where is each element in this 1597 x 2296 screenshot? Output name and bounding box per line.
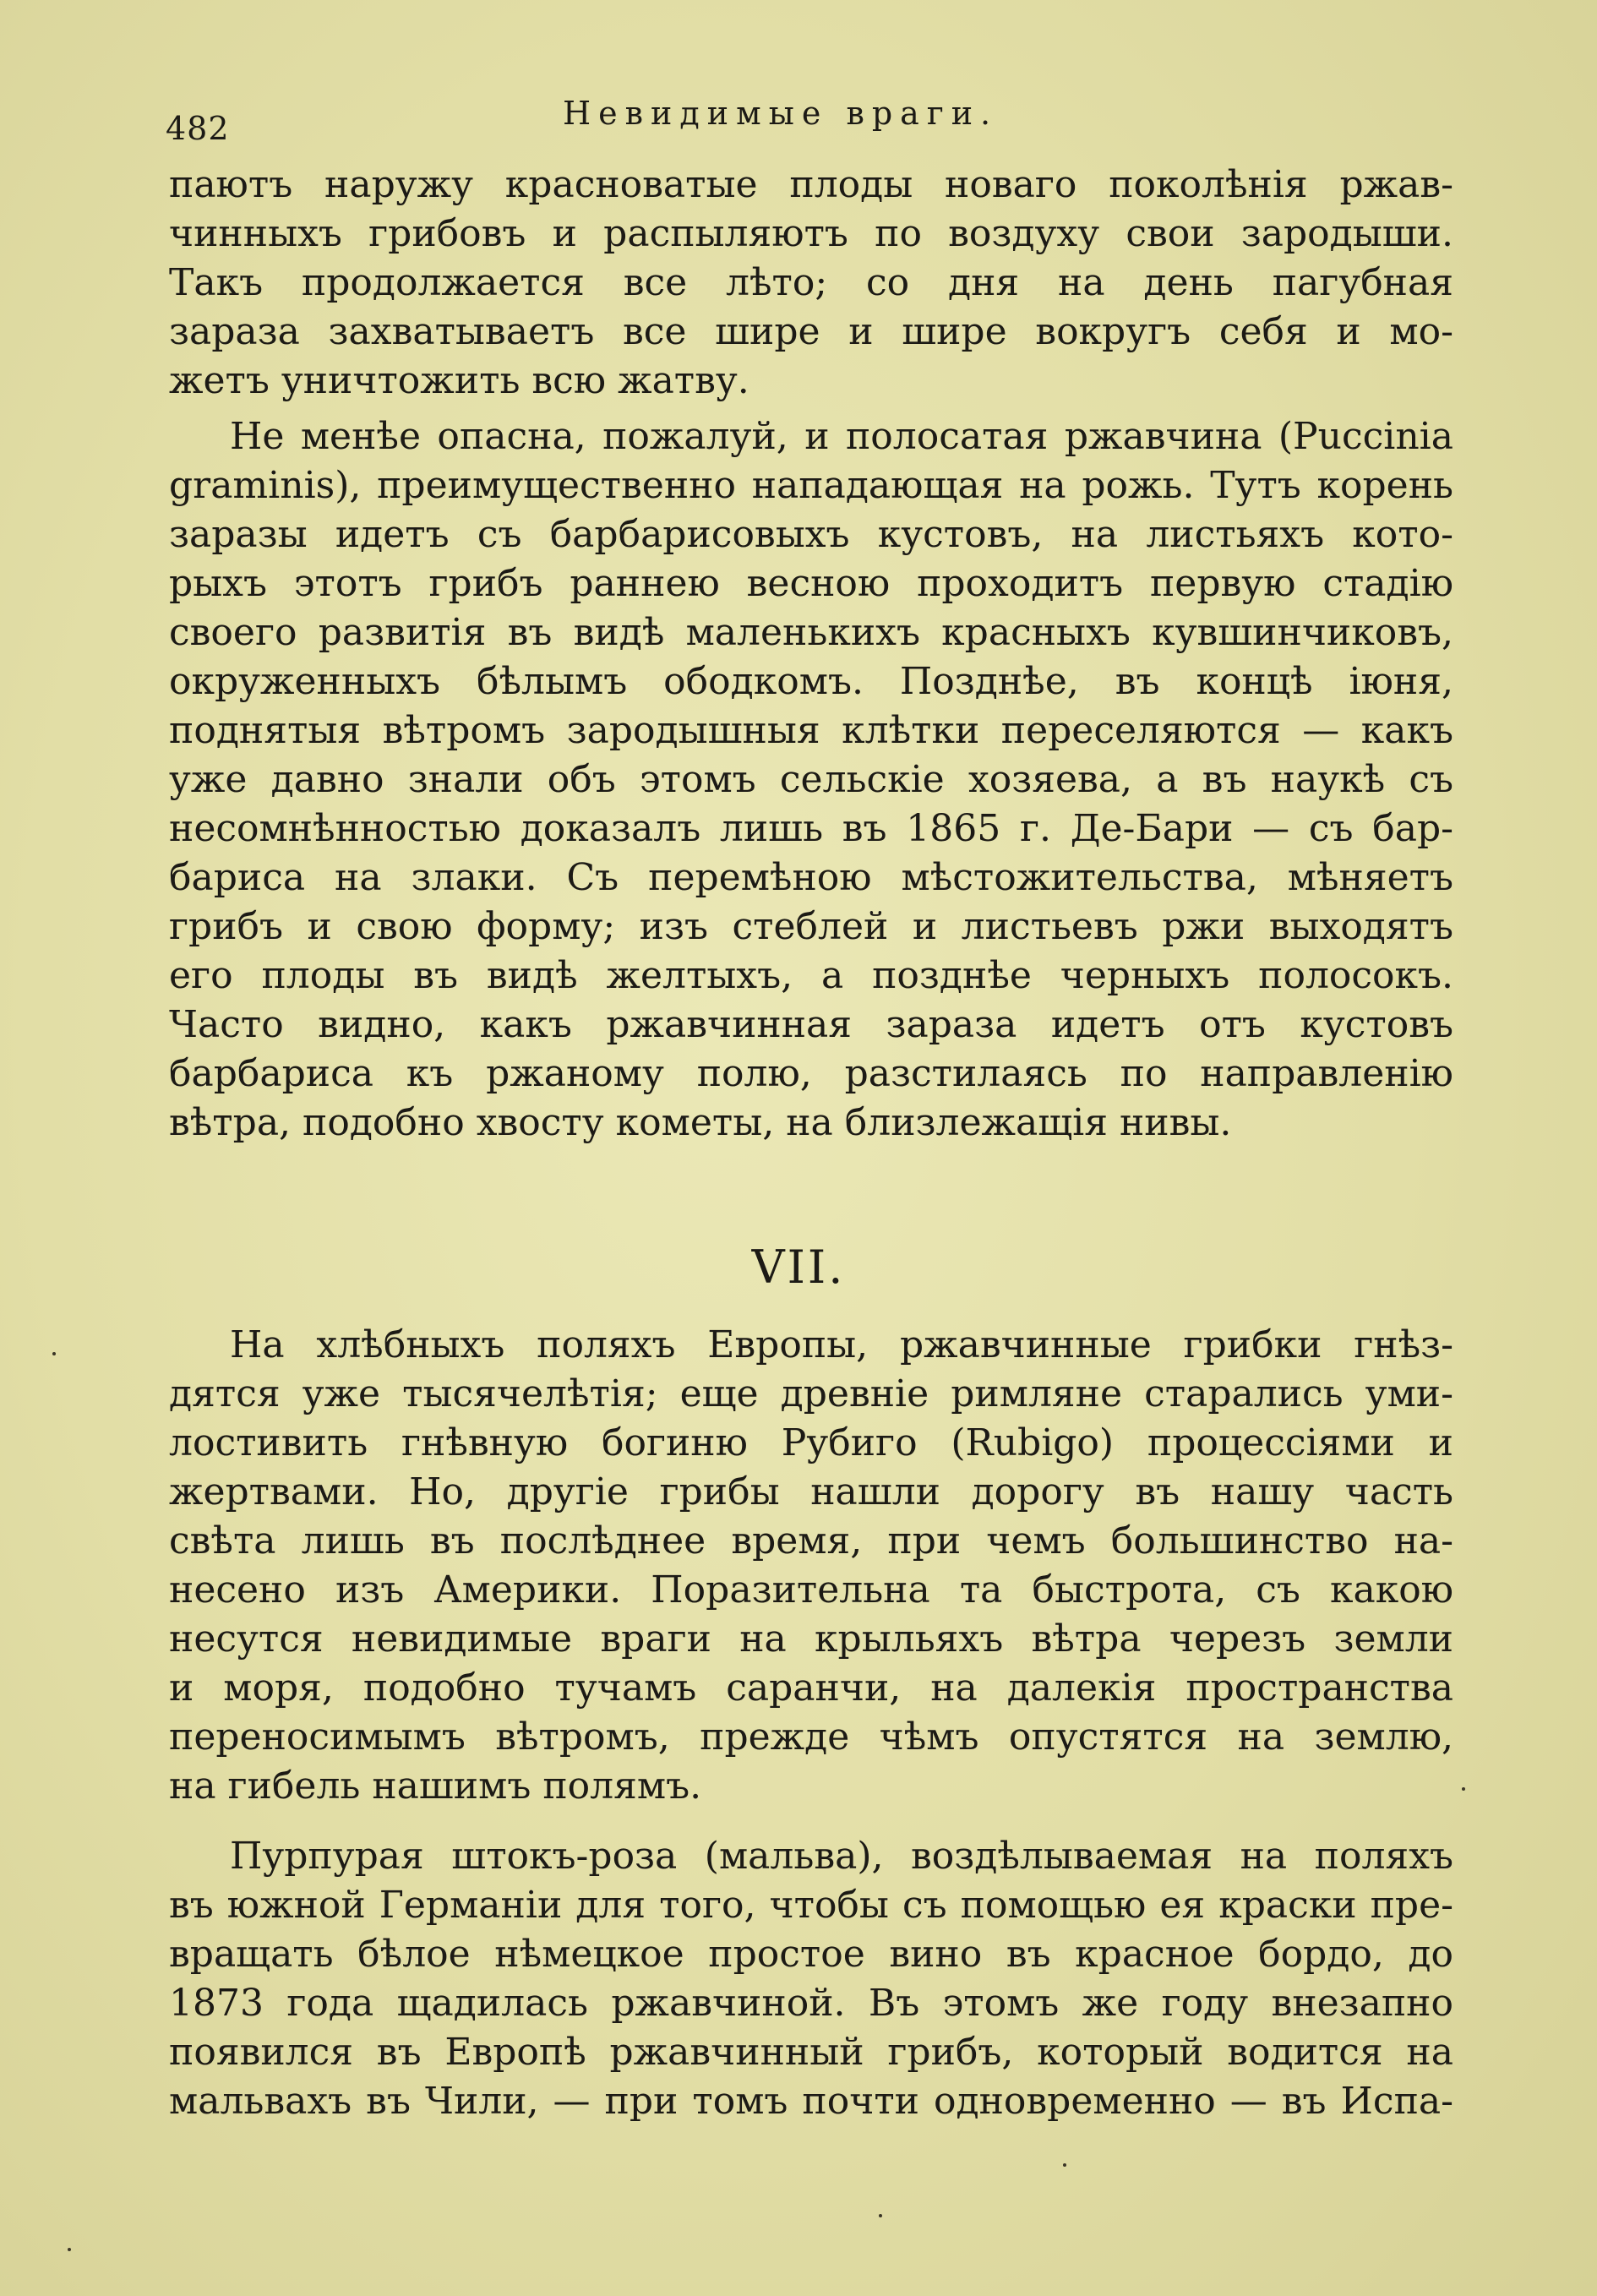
running-head (166, 91, 1450, 147)
text-line: своего развитія въ видѣ маленькихъ красныхъ кувшинчиковъ, (169, 611, 1453, 654)
text-line: появился въ Европѣ ржавчинный грибъ, который водится на (169, 2031, 1453, 2074)
text-line: рыхъ этотъ грибъ раннею весною проходитъ первую стадію (169, 562, 1453, 605)
text-line: несомнѣнностью доказалъ лишь въ 1865 г. Де-Бари — съ бар- (169, 807, 1453, 850)
text-line: заразы идетъ съ барбарисовыхъ кустовъ, на листьяхъ кото- (169, 513, 1453, 556)
text-line: на гибель нашимъ полямъ. (169, 1764, 702, 1808)
text-line: поднятыя вѣтромъ зародышныя клѣтки переселяются — какъ (169, 709, 1453, 752)
section-number: VII. (751, 1241, 846, 1294)
text-line: грибъ и свою форму; изъ стеблей и листьевъ ржи выходятъ (169, 905, 1453, 948)
text-line: дятся уже тысячелѣтія; еще древніе римляне старались уми- (169, 1372, 1453, 1415)
text-line: Часто видно, какъ ржавчинная зараза идетъ отъ кустовъ (169, 1003, 1453, 1046)
paragraph-europe-fields (169, 1321, 1453, 1811)
text-line: переносимымъ вѣтромъ, прежде чѣмъ опустятся на землю, (169, 1715, 1453, 1759)
paper-speck (1462, 1787, 1465, 1791)
running-title: Невидимые враги. (563, 95, 999, 132)
text-line: вѣтра, подобно хвосту кометы, на близлежащія нивы. (169, 1101, 1232, 1144)
text-line: Пурпурая штокъ-роза (мальва), воздѣлываемая на поляхъ (230, 1835, 1453, 1878)
paper-speck (68, 2248, 71, 2251)
paper-speck (52, 1352, 56, 1355)
text-line: окруженныхъ бѣлымъ ободкомъ. Позднѣе, въ концѣ іюня, (169, 660, 1453, 703)
text-line: несутся невидимые враги на крыльяхъ вѣтра черезъ земли (169, 1617, 1453, 1661)
text-line: жетъ уничтожить всю жатву. (169, 359, 749, 402)
paper-speck (1063, 2163, 1066, 2167)
text-line: Не менѣе опасна, пожалуй, и полосатая ржавчина (Puccinia (230, 415, 1453, 458)
text-line: лостивить гнѣвную богиню Рубиго (Rubigo) процессіями и (169, 1421, 1453, 1464)
text-line: мальвахъ въ Чили, — при томъ почти одновременно — въ Испа- (169, 2080, 1453, 2123)
text-line: барбариса къ ржаному полю, разстилаясь по направленію (169, 1052, 1453, 1095)
page-number: 482 (166, 110, 230, 147)
paper-speck (879, 2214, 882, 2217)
text-line: его плоды въ видѣ желтыхъ, а позднѣе черныхъ полосокъ. (169, 954, 1453, 997)
text-line: и моря, подобно тучамъ саранчи, на далекія пространства (169, 1666, 1453, 1710)
paragraph-mallow (169, 1832, 1453, 2126)
text-line: жертвами. Но, другіе грибы нашли дорогу въ нашу часть (169, 1470, 1453, 1513)
text-line: чинныхъ грибовъ и распыляютъ по воздуху свои зародыши. (169, 212, 1453, 255)
text-line: несено изъ Америки. Поразительна та быстрота, съ какою (169, 1568, 1453, 1612)
text-line: бариса на злаки. Съ перемѣною мѣстожительства, мѣняетъ (169, 856, 1453, 899)
text-line: вращать бѣлое нѣмецкое простое вино въ красное бордо, до (169, 1933, 1453, 1976)
text-line: Такъ продолжается все лѣто; со дня на день пагубная (169, 261, 1453, 304)
text-line: уже давно знали объ этомъ сельскіе хозяева, а въ наукѣ съ (169, 758, 1453, 801)
text-line: паютъ наружу красноватые плоды новаго поколѣнія ржав- (169, 163, 1453, 206)
text-line: зараза захватываетъ все шире и шире вокругъ себя и мо- (169, 310, 1453, 353)
text-line: свѣта лишь въ послѣднее время, при чемъ большинство на- (169, 1519, 1453, 1562)
text-line: въ южной Германіи для того, чтобы съ помощью ея краски пре- (169, 1884, 1453, 1927)
text-line: На хлѣбныхъ поляхъ Европы, ржавчинные грибки гнѣз- (230, 1323, 1453, 1366)
paragraph-puccinia (169, 412, 1453, 1148)
text-line: graminis), преимущественно нападающая на рожь. Тутъ корень (169, 464, 1453, 507)
text-line: 1873 года щадилась ржавчиной. Въ этомъ же году внезапно (169, 1982, 1453, 2025)
paragraph-continuation (169, 161, 1453, 406)
